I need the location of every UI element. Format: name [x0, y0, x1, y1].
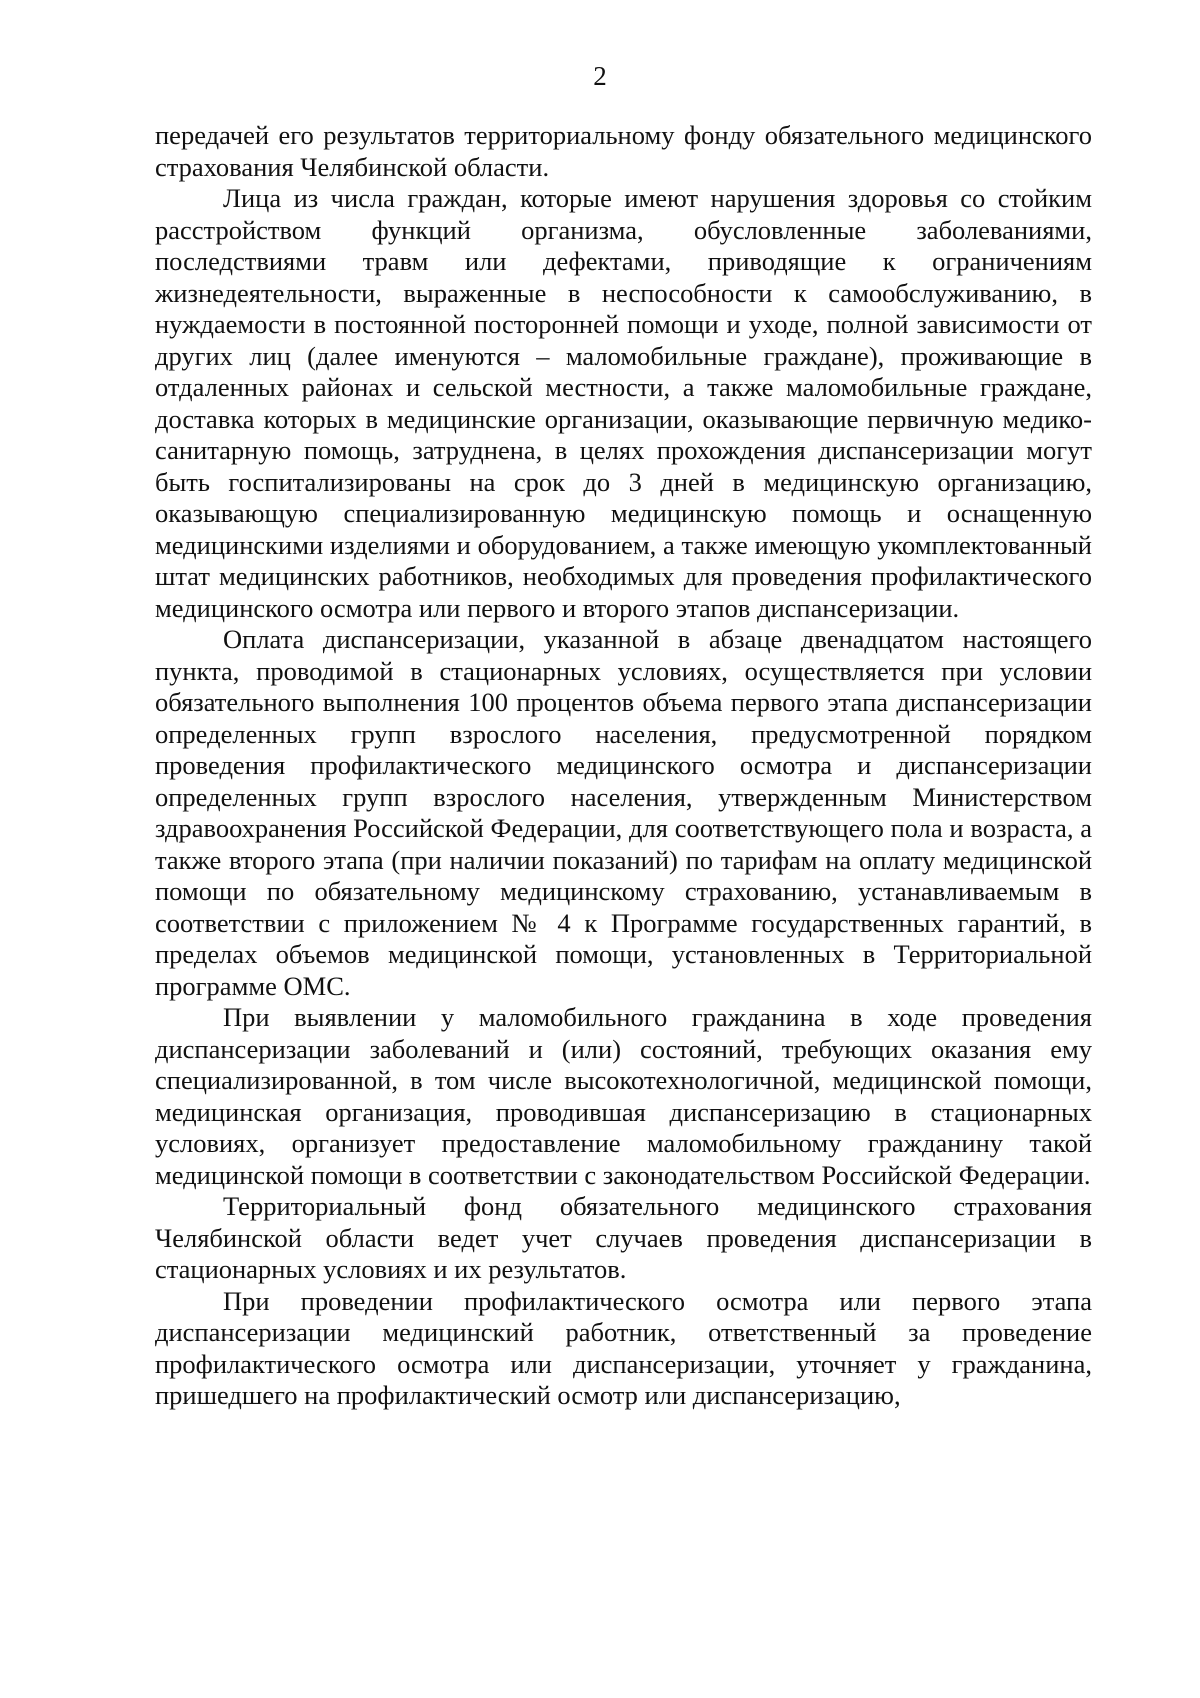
paragraph-continuation: передачей его результатов территориальному фонду обязательного медицинского страхования Челябинской области.: [155, 120, 1092, 182]
page-number: 2: [593, 61, 607, 91]
paragraph-payment: Оплата диспансеризации, указанной в абзаце двенадцатом настоящего пункта, проводимой в стационарных условиях, осуществляется при условии обязательного выполнения 100 процентов объема первого этапа диспансеризации определенных групп взрослого населения, предусмотренной порядком проведения профилактического медицинского осмотра и диспансеризации определенных групп взрослого населения, утвержденным Министерством здравоохранения Российской Федерации, для соответствующего пола и возраста, а также второго этапа (при наличии показаний) по тарифам на оплату медицинской помощи по обязательному медицинскому страхованию, устанавливаемым в соответствии с приложением № 4 к Программе государственных гарантий, в пределах объемов медицинской помощи, установленных в Территориальной программе ОМС.: [155, 624, 1092, 1001]
paragraph-examination: При проведении профилактического осмотра или первого этапа диспансеризации медицинский работник, ответственный за проведение профилактического осмотра или диспансеризации, уточняет у гражданина, пришедшего на профилактический осмотр или диспансеризацию,: [155, 1285, 1092, 1410]
paragraph-low-mobility-citizens: Лица из числа граждан, которые имеют нарушения здоровья со стойким расстройством функций организма, обусловленные заболеваниями, последствиями травм или дефектами, приводящие к ограничениям жизнедеятельности, выраженные в неспособности к самообслуживанию, в нуждаемости в постоянной посторонней помощи и уходе, полной зависимости от других лиц (далее именуются – маломобильные граждане), проживающие в отдаленных районах и сельской местности, а также маломобильные граждане, доставка которых в медицинские организации, оказывающие первичную медико-санитарную помощь, затруднена, в целях прохождения диспансеризации могут быть госпитализированы на срок до 3 дней в медицинскую организацию, оказывающую специализированную медицинскую помощь и оснащенную медицинскими изделиями и оборудованием, а также имеющую укомплектованный штат медицинских работников, необходимых для проведения профилактического медицинского осмотра или первого и второго этапов диспансеризации.: [155, 183, 1092, 623]
document-body: [155, 120, 1092, 1412]
paragraph-fund-records: Территориальный фонд обязательного медицинского страхования Челябинской области ведет учет случаев проведения диспансеризации в стационарных условиях и их результатов.: [155, 1191, 1092, 1284]
paragraph-detection: При выявлении у маломобильного гражданина в ходе проведения диспансеризации заболеваний и (или) состояний, требующих оказания ему специализированной, в том числе высокотехнологичной, медицинской помощи, медицинская организация, проводившая диспансеризацию в стационарных условиях, организует предоставление маломобильному гражданину такой медицинской помощи в соответствии с законодательством Российской Федерации.: [155, 1002, 1092, 1190]
